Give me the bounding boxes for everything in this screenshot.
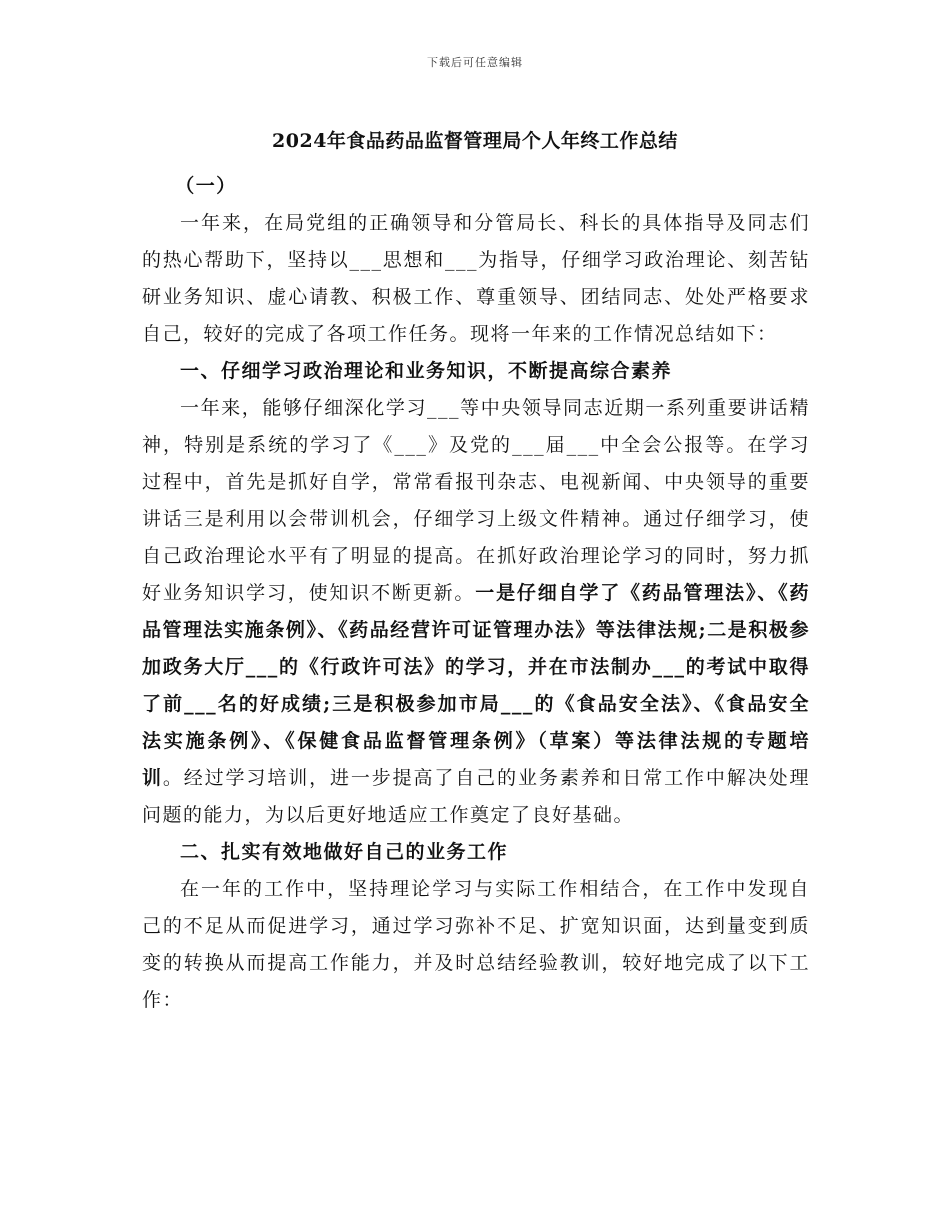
intro-paragraph: 一年来，在局党组的正确领导和分管局长、科长的具体指导及同志们的热心帮助下，坚持以___思想和___为指导，仔细学习政治理论、刻苦钻研业务知识、虚心请教、积极工作、尊重领导、团结同志、处处严格要求自己，较好的完成了各项工作任务。现将一年来的工作情况总结如下： — [142, 212, 810, 345]
section1-text-bold: 一是仔细自学了《药品管理法》、《药品管理法实施条例》、《药品经营许可证管理办法》等法律法规;二是积极参加政务大厅___的《行政许可法》的学习，并在市法制办___的考试中取得了前___名的好成绩;三是积极参加市局___的《食品安全法》、《食品安全法实施条例》、《保健食品监督管理条例》（草案）等法律法规的专题培训 — [142, 582, 810, 789]
document-title: 2024年食品药品监督管理局个人年终工作总结 — [272, 130, 678, 152]
section1-text-normal: 一年来，能够仔细深化学习___等中央领导同志近期一系列重要讲话精神，特别是系统的学习了《___》及党的___届___中全会公报等。在学习过程中，首先是抓好自学，常常看报刊杂志、电视新闻、中央领导的重要讲话三是利用以会带训机会，仔细学习上级文件精神。通过仔细学习，使自己政治理论水平有了明显的提高。在抓好政治理论学习的同时，努力抓好业务知识学习，使知识不断更新。 — [142, 397, 810, 604]
page-header-note: 下载后可任意编辑 — [427, 56, 523, 69]
section1-text-tail: 。经过学习培训，进一步提高了自己的业务素养和日常工作中解决处理问题的能力，为以后更好地适应工作奠定了良好基础。 — [142, 767, 810, 826]
section1-heading: 一、仔细学习政治理论和业务知识，不断提高综合素养 — [180, 360, 673, 382]
document-body — [142, 168, 810, 1019]
section2-heading: 二、扎实有效地做好自己的业务工作 — [180, 841, 509, 863]
section1-paragraph — [142, 390, 810, 834]
section-mark: （一） — [175, 175, 237, 197]
section2-paragraph: 在一年的工作中，坚持理论学习与实际工作相结合，在工作中发现自己的不足从而促进学习，通过学习弥补不足、扩宽知识面，达到量变到质变的转换从而提高工作能力，并及时总结经验教训，较好地完成了以下工作： — [142, 878, 810, 1011]
